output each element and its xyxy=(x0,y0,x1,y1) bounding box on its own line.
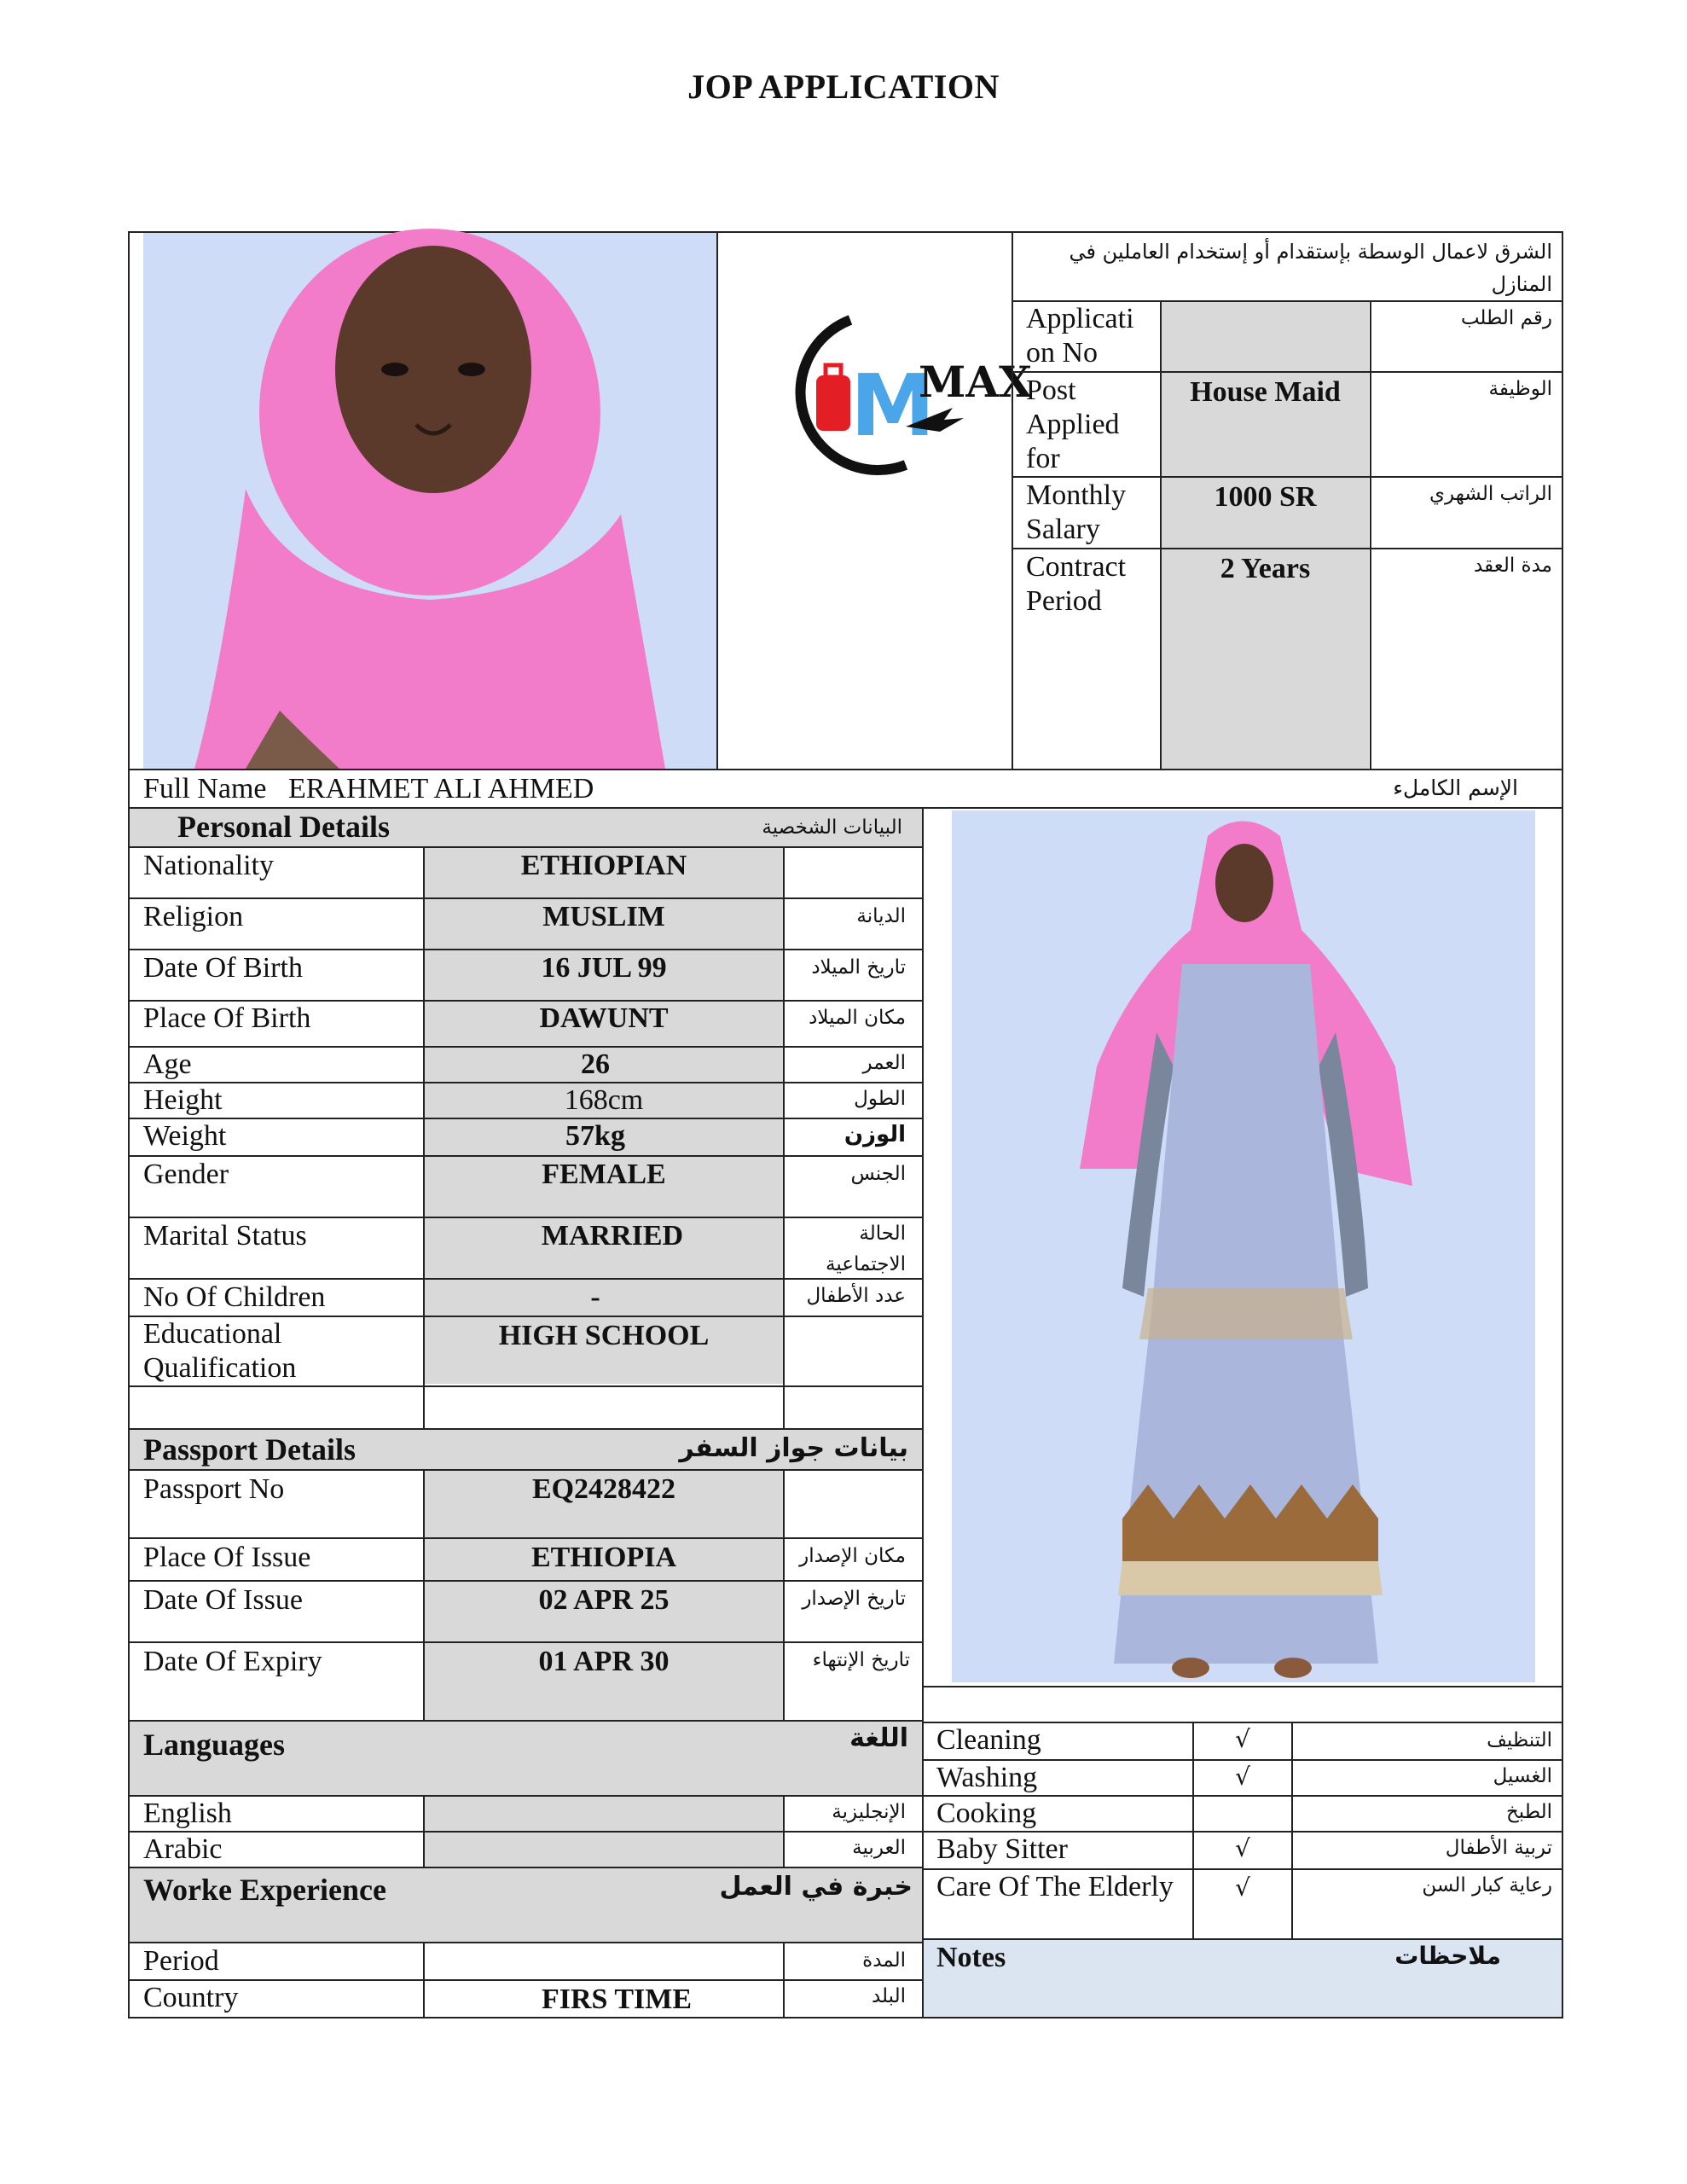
post-applied-label: Post Applied for xyxy=(1026,375,1120,474)
period-label: Period xyxy=(143,1945,219,1977)
contract-period-value: 2 Years xyxy=(1220,553,1311,584)
full-name-label-ar: الإسم الكاملء xyxy=(1393,775,1518,800)
country-label: Country xyxy=(143,1982,239,2013)
dob-value: 16 JUL 99 xyxy=(541,952,667,984)
pob-label-ar: مكان الميلاد xyxy=(809,1007,906,1029)
application-no-label: Applicati on No xyxy=(1026,303,1134,369)
work-experience-heading: Worke Experience xyxy=(143,1873,386,1907)
passport-details-heading: Passport Details xyxy=(143,1432,356,1467)
gender-label-ar: الجنس xyxy=(850,1163,906,1185)
monthly-salary-label: Monthly Salary xyxy=(1026,479,1127,545)
document-title: JOP APPLICATION xyxy=(687,67,1000,106)
date-of-expiry-label-ar: تاريخ الإنتهاء xyxy=(812,1649,910,1671)
application-no-label-ar: رقم الطلب xyxy=(1460,307,1552,329)
date-of-issue-label: Date Of Issue xyxy=(143,1584,303,1616)
country-label-ar: البلد xyxy=(871,1985,906,2007)
skill-washing-check: √ xyxy=(1235,1763,1250,1791)
skill-cleaning-label: Cleaning xyxy=(936,1724,1041,1756)
work-experience-heading-ar: خبرة في العمل xyxy=(719,1872,913,1902)
passport-details-heading-ar: بيانات جواز السفر xyxy=(679,1433,908,1463)
religion-label: Religion xyxy=(143,901,244,932)
english-label: English xyxy=(143,1798,232,1829)
personal-details-heading: Personal Details xyxy=(177,810,390,844)
country-value: FIRS TIME xyxy=(541,1984,693,2015)
personal-details-heading-ar: البيانات الشخصية xyxy=(762,816,902,839)
notes-label-ar: ملاحظات xyxy=(1394,1942,1501,1970)
notes-label: Notes xyxy=(936,1942,1006,1973)
age-label-ar: العمر xyxy=(862,1052,906,1074)
skill-elderly-care-label-ar: رعاية كبار السن xyxy=(1422,1874,1552,1896)
passport-no-value: EQ2428422 xyxy=(531,1473,676,1505)
skill-washing-label-ar: الغسيل xyxy=(1493,1765,1552,1787)
height-value: 168cm xyxy=(564,1084,644,1116)
children-label-ar: عدد الأطفال xyxy=(806,1285,906,1307)
dob-label: Date Of Birth xyxy=(143,952,303,984)
skill-elderly-care-label: Care Of The Elderly xyxy=(936,1871,1174,1902)
height-label: Height xyxy=(143,1084,223,1116)
education-label: Educational Qualification xyxy=(143,1318,297,1384)
applicant-full-body-photo xyxy=(952,810,1535,1682)
post-applied-label-ar: الوظيفة xyxy=(1488,378,1552,400)
dob-label-ar: تاريخ الميلاد xyxy=(811,956,906,979)
monthly-salary-value: 1000 SR xyxy=(1214,481,1317,513)
age-label: Age xyxy=(143,1048,192,1080)
arabic-label-ar: العربية xyxy=(852,1837,906,1859)
place-of-issue-value: ETHIOPIA xyxy=(530,1542,677,1573)
place-of-issue-label-ar: مكان الإصدار xyxy=(799,1545,906,1567)
height-label-ar: الطول xyxy=(854,1088,906,1110)
skill-washing-label: Washing xyxy=(936,1762,1038,1793)
date-of-expiry-label: Date Of Expiry xyxy=(143,1646,322,1677)
contract-period-label: Contract Period xyxy=(1026,551,1127,617)
svg-text:M: M xyxy=(850,356,936,456)
place-of-issue-label: Place Of Issue xyxy=(143,1542,311,1573)
skill-elderly-care-check: √ xyxy=(1235,1873,1250,1902)
children-label: No Of Children xyxy=(143,1281,326,1313)
period-label-ar: المدة xyxy=(862,1949,906,1972)
logo-text: MAX xyxy=(919,357,1032,407)
monthly-salary-label-ar: الراتب الشهري xyxy=(1429,483,1552,505)
english-label-ar: الإنجليزية xyxy=(832,1801,906,1823)
religion-value: MUSLIM xyxy=(542,901,665,932)
arabic-label: Arabic xyxy=(143,1833,223,1865)
date-of-expiry-value: 01 APR 30 xyxy=(538,1646,670,1677)
languages-heading: Languages xyxy=(143,1728,286,1762)
nationality-value: ETHIOPIAN xyxy=(520,850,687,881)
passport-no-label: Passport No xyxy=(143,1473,285,1505)
date-of-issue-value: 02 APR 25 xyxy=(538,1584,670,1616)
skill-cooking-label: Cooking xyxy=(936,1798,1037,1829)
weight-value: 57kg xyxy=(565,1120,625,1152)
post-applied-value: House Maid xyxy=(1190,376,1341,408)
skill-cooking-label-ar: الطبخ xyxy=(1505,1801,1552,1823)
nationality-label: Nationality xyxy=(143,850,274,881)
agency-name-ar: الشرق لاعمال الوسطة بإستقدام أو إستخدام العاملين في المنازل xyxy=(1069,240,1552,296)
pob-value: DAWUNT xyxy=(539,1002,669,1034)
gender-label: Gender xyxy=(143,1159,229,1190)
date-of-issue-label-ar: تاريخ الإصدار xyxy=(802,1588,906,1610)
gender-value: FEMALE xyxy=(542,1159,666,1190)
contract-period-label-ar: مدة العقد xyxy=(1474,555,1552,577)
age-value: 26 xyxy=(581,1048,610,1080)
religion-label-ar: الديانة xyxy=(856,905,906,927)
marital-status-label-ar: الحالة الاجتماعية xyxy=(826,1223,906,1275)
children-value: - xyxy=(590,1281,600,1313)
skill-cleaning-label-ar: التنظيف xyxy=(1487,1729,1552,1751)
weight-label-ar: الوزن xyxy=(844,1122,906,1147)
weight-label: Weight xyxy=(143,1120,227,1152)
marital-status-label: Marital Status xyxy=(143,1220,307,1252)
marital-status-value: MARRIED xyxy=(541,1220,684,1252)
education-value: HIGH SCHOOL xyxy=(498,1320,710,1351)
agency-logo xyxy=(769,307,1032,486)
pob-label: Place Of Birth xyxy=(143,1002,311,1034)
full-name-label: Full Name xyxy=(143,773,267,804)
skill-baby-sitter-label: Baby Sitter xyxy=(936,1833,1068,1865)
skill-baby-sitter-label-ar: تربية الأطفال xyxy=(1445,1837,1552,1859)
full-name-value: ERAHMET ALI AHMED xyxy=(288,773,594,804)
skill-cleaning-check: √ xyxy=(1235,1725,1250,1753)
languages-heading-ar: اللغة xyxy=(849,1723,908,1753)
applicant-portrait-photo xyxy=(143,233,716,769)
skill-baby-sitter-check: √ xyxy=(1235,1834,1250,1862)
